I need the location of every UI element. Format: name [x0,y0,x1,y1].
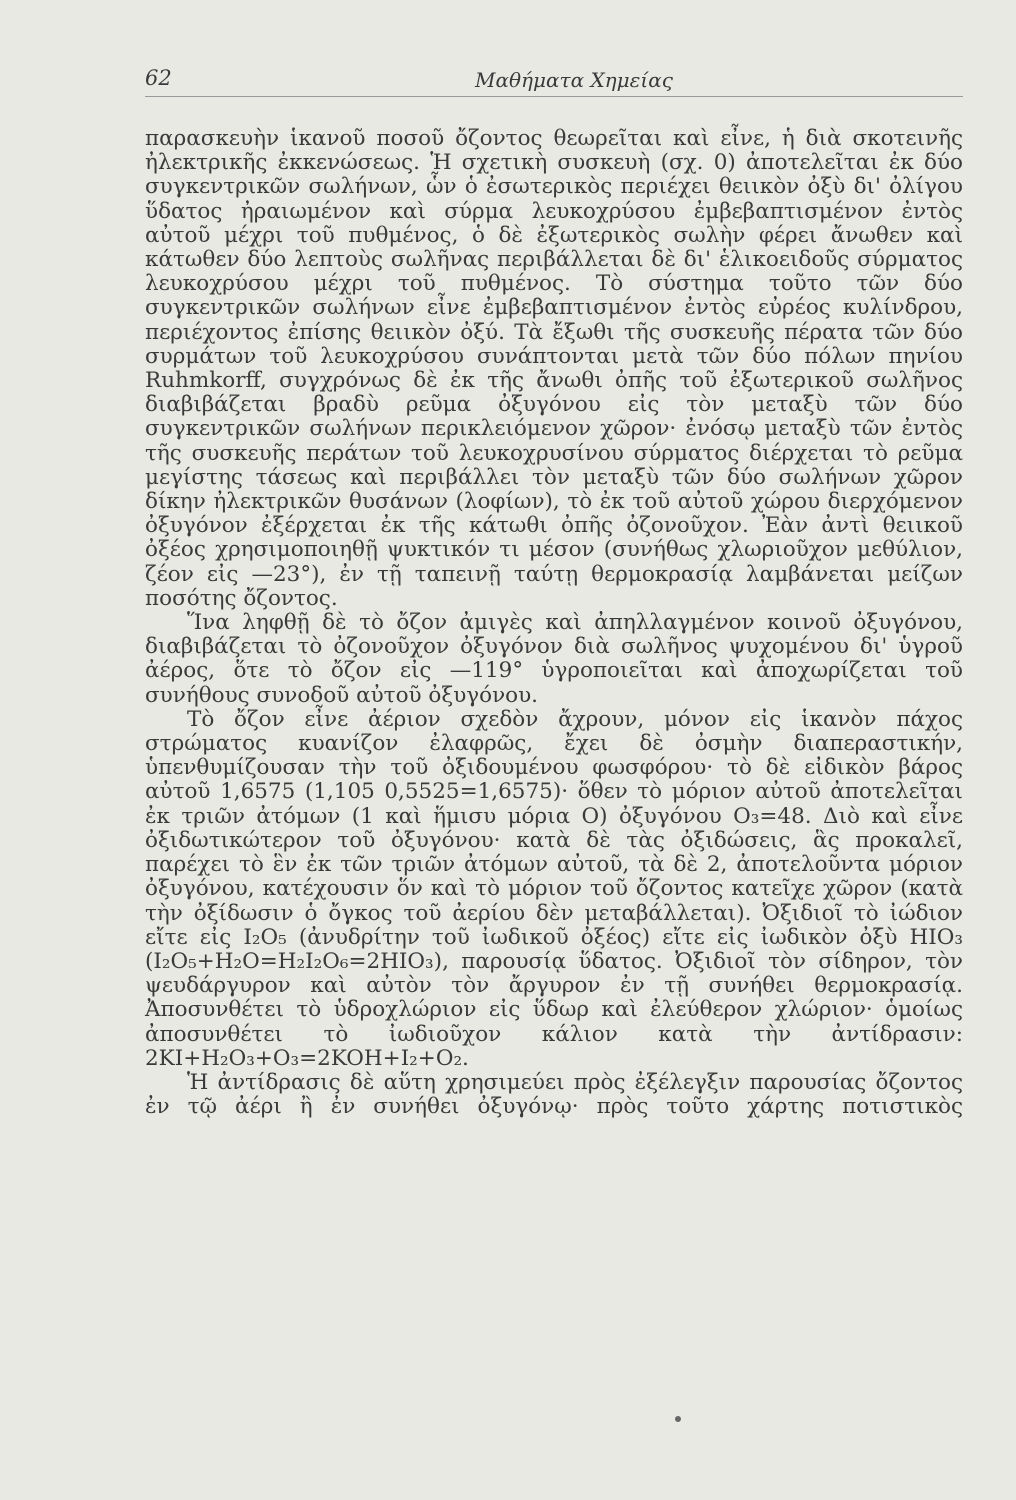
paragraph: Ἵνα ληφθῇ δὲ τὸ ὄζον ἀμιγὲς καὶ ἀπηλλαγμένον κοινοῦ ὀξυγόνου, διαβιβάζεται τὸ ὀζονοῦχον ὀξυγόνον διὰ σωλῆνος ψυχομένου δι' ὑγροῦ ἀέρος, ὅτε τὸ ὄζον εἰς —119° ὑγροποιεῖται καὶ ἀποχωρίζεται τοῦ συνήθους συνοδοῦ αὐτοῦ ὀξυγόνου. [145,610,963,708]
paragraph: Ἡ ἀντίδρασις δὲ αὕτη χρησιμεύει πρὸς ἐξέλεγξιν παρουσίας ὄζοντος ἐν τῷ ἀέρι ἢ ἐν συνήθει ὀξυγόνῳ· πρὸς τοῦτο χάρτης ποτιστικὸς [145,1069,963,1120]
page-header [145,66,965,96]
ink-speck [675,1416,681,1422]
header-rule [145,96,963,97]
page-number: 62 [145,66,172,90]
running-title: Μαθήματα Χημείας [475,68,673,92]
paragraph: Τὸ ὄζον εἶνε ἀέριον σχεδὸν ἄχρουν, μόνον εἰς ἱκανὸν πάχος στρώματος κυανίζον ἐλαφρῶς, ἔχει δὲ ὀσμὴν διαπεραστικήν, ὑπενθυμίζουσαν τὴν τοῦ ὀξιδουμένου φωσφόρου· τὸ δὲ εἰδικὸν βάρος αὐτοῦ 1,6575 (1,105 0,5525=1,6575)· ὅθεν τὸ μόριον αὐτοῦ ἀποτελεῖται ἐκ τριῶν ἀτόμων (1 καὶ ἥμισυ μόρια Ο) ὀξυγόνου O₃=48. Διὸ καὶ εἶνε ὀξιδωτικώτερον τοῦ ὀξυγόνου· κατὰ δὲ τὰς ὀξιδώσεις, ἃς προκαλεῖ, παρέχει τὸ ἓν ἐκ τῶν τριῶν ἀτόμων αὐτοῦ, τὰ δὲ 2, ἀποτελοῦντα μόριον ὀξυγόνου, κατέχουσιν ὅν καὶ τὸ μόριον τοῦ ὄζοντος κατεῖχε χῶρον (κατὰ τὴν ὀξίδωσιν ὁ ὄγκος τοῦ ἀερίου δὲν μεταβάλλεται). Ὀξιδιοῖ τὸ ἰώδιον εἴτε εἰς I₂O₅ (ἀνυδρίτην τοῦ ἰωδικοῦ ὀξέος) εἴτε εἰς ἰωδικὸν ὀξὺ HIO₃ (I₂O₅+H₂O=H₂I₂O₆=2HIO₃), παρουσίᾳ ὕδατος. Ὀξιδιοῖ τὸν σίδηρον, τὸν ψευδάργυρον καὶ αὐτὸν τὸν ἄργυρον ἐν τῇ συνήθει θερμοκρασίᾳ. Ἀποσυνθέτει τὸ ὑδροχλώριον εἰς ὕδωρ καὶ ἐλεύθερον χλώριον· ὁμοίως ἀποσυνθέτει τὸ ἰωδιοῦχον κάλιον κατὰ τὴν ἀντίδρασιν: 2KI+H₂O₃+O₃=2KOH+I₂+O₂. [145,706,963,1071]
paragraph: παρασκευὴν ἱκανοῦ ποσοῦ ὄζοντος θεωρεῖται καὶ εἶνε, ἡ διὰ σκοτεινῆς ἠλεκτρικῆς ἐκκενώσεως. Ἡ σχετικὴ συσκευὴ (σχ. 0) ἀποτελεῖται ἐκ δύο συγκεντρικῶν σωλήνων, ὧν ὁ ἐσωτερικὸς περιέχει θειικὸν ὀξὺ δι' ὀλίγου ὕδατος ἠραιωμένον καὶ σύρμα λευκοχρύσου ἐμβεβαπτισμένον ἐντὸς αὐτοῦ μέχρι τοῦ πυθμένος, ὁ δὲ ἐξωτερικὸς σωλὴν φέρει ἄνωθεν καὶ κάτωθεν δύο λεπτοὺς σωλῆνας περιβάλλεται δὲ δι' ἑλικοειδοῦς σύρματος λευκοχρύσου μέχρι τοῦ πυθμένος. Τὸ σύστημα τοῦτο τῶν δύο συγκεντρικῶν σωλήνων εἶνε ἐμβεβαπτισμένον ἐντὸς εὐρέος κυλίνδρου, περιέχοντος ἐπίσης θειικὸν ὀξύ. Τὰ ἔξωθι τῆς συσκευῆς πέρατα τῶν δύο συρμάτων τοῦ λευκοχρύσου συνάπτονται μετὰ τῶν δύο πόλων πηνίου Ruhmkorff, συγχρόνως δὲ ἐκ τῆς ἄνωθι ὀπῆς τοῦ ἐξωτερικοῦ σωλῆνος διαβιβάζεται βραδὺ ρεῦμα ὀξυγόνου εἰς τὸν μεταξὺ τῶν δύο συγκεντρικῶν σωλήνων περικλειόμενον χῶρον· ἐνόσῳ μεταξὺ τῶν ἐντὸς τῆς συσκευῆς περάτων τοῦ λευκοχρυσίνου σύρματος διέρχεται τὸ ρεῦμα μεγίστης τάσεως καὶ περιβάλλει τὸν μεταξὺ τῶν δύο σωλήνων χῶρον δίκην ἠλεκτρικῶν θυσάνων (λοφίων), τὸ ἐκ τοῦ αὐτοῦ χώρου διερχόμενον ὀξυγόνον ἐξέρχεται ἐκ τῆς κάτωθι ὀπῆς ὀζονοῦχον. Ἐὰν ἀντὶ θειικοῦ ὀξέος χρησιμοποιηθῇ ψυκτικόν τι μέσον (συνήθως χλωριοῦχον μεθύλιον, ζέον εἰς —23°), ἐν τῇ ταπεινῇ ταύτῃ θερμοκρασίᾳ λαμβάνεται μείζων ποσότης ὄζοντος. [145,126,963,611]
body-text [145,127,963,1119]
